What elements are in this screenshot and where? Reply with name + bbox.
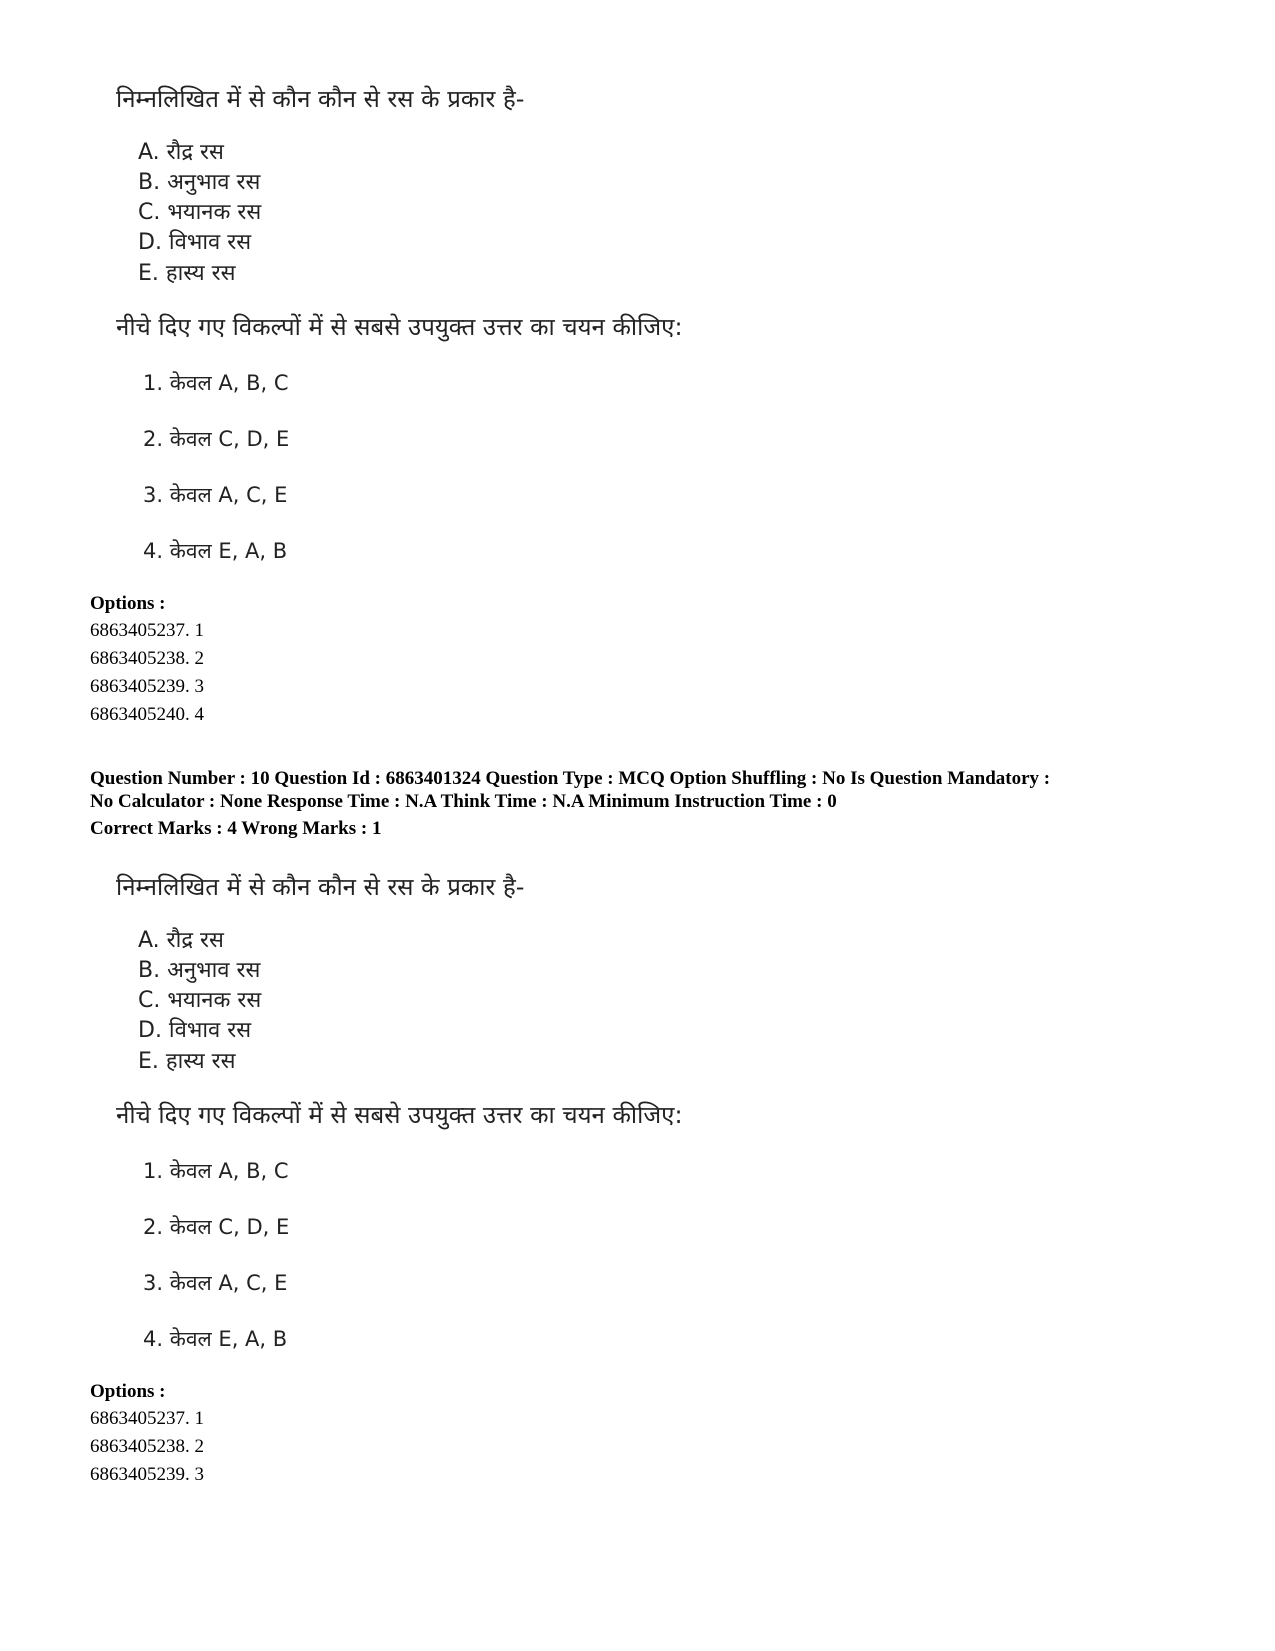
answer-instruction: नीचे दिए गए विकल्पों में से सबसे उपयुक्त उत्तर का चयन कीजिए: — [116, 313, 683, 341]
options-heading: Options : — [90, 1381, 166, 1402]
choice-4: 4. केवल E, A, B — [143, 1327, 288, 1351]
option-id-2: 6863405238. 2 — [90, 1436, 204, 1457]
statement-c: C. भयानक रस — [138, 200, 262, 225]
option-id-1: 6863405237. 1 — [90, 1408, 204, 1429]
option-id-2: 6863405238. 2 — [90, 648, 204, 669]
question-marks: Correct Marks : 4 Wrong Marks : 1 — [90, 818, 382, 839]
choice-3: 3. केवल A, C, E — [143, 1271, 288, 1295]
statement-a: A. रौद्र रस — [138, 928, 224, 953]
option-id-4: 6863405240. 4 — [90, 704, 204, 725]
statement-b: B. अनुभाव रस — [138, 958, 261, 983]
choice-1: 1. केवल A, B, C — [143, 1159, 289, 1183]
choice-2: 2. केवल C, D, E — [143, 427, 290, 451]
options-heading: Options : — [90, 593, 166, 614]
statement-c: C. भयानक रस — [138, 988, 262, 1013]
option-id-3: 6863405239. 3 — [90, 676, 204, 697]
question-meta-line-1: Question Number : 10 Question Id : 6863401324 Question Type : MCQ Option Shuffling : No Is Question Mandatory : — [90, 768, 1051, 789]
question-stem: निम्नलिखित में से कौन कौन से रस के प्रकार है- — [116, 85, 525, 113]
statement-b: B. अनुभाव रस — [138, 170, 261, 195]
statement-e: E. हास्य रस — [138, 261, 236, 286]
question-meta-line-2: No Calculator : None Response Time : N.A Think Time : N.A Minimum Instruction Time : 0 — [90, 791, 837, 812]
statement-a: A. रौद्र रस — [138, 140, 224, 165]
option-id-1: 6863405237. 1 — [90, 620, 204, 641]
choice-4: 4. केवल E, A, B — [143, 539, 288, 563]
statement-d: D. विभाव रस — [138, 230, 252, 255]
choice-2: 2. केवल C, D, E — [143, 1215, 290, 1239]
statement-d: D. विभाव रस — [138, 1018, 252, 1043]
option-id-3: 6863405239. 3 — [90, 1464, 204, 1485]
statement-e: E. हास्य रस — [138, 1049, 236, 1074]
answer-instruction: नीचे दिए गए विकल्पों में से सबसे उपयुक्त उत्तर का चयन कीजिए: — [116, 1101, 683, 1129]
choice-3: 3. केवल A, C, E — [143, 483, 288, 507]
question-stem: निम्नलिखित में से कौन कौन से रस के प्रकार है- — [116, 873, 525, 901]
choice-1: 1. केवल A, B, C — [143, 371, 289, 395]
